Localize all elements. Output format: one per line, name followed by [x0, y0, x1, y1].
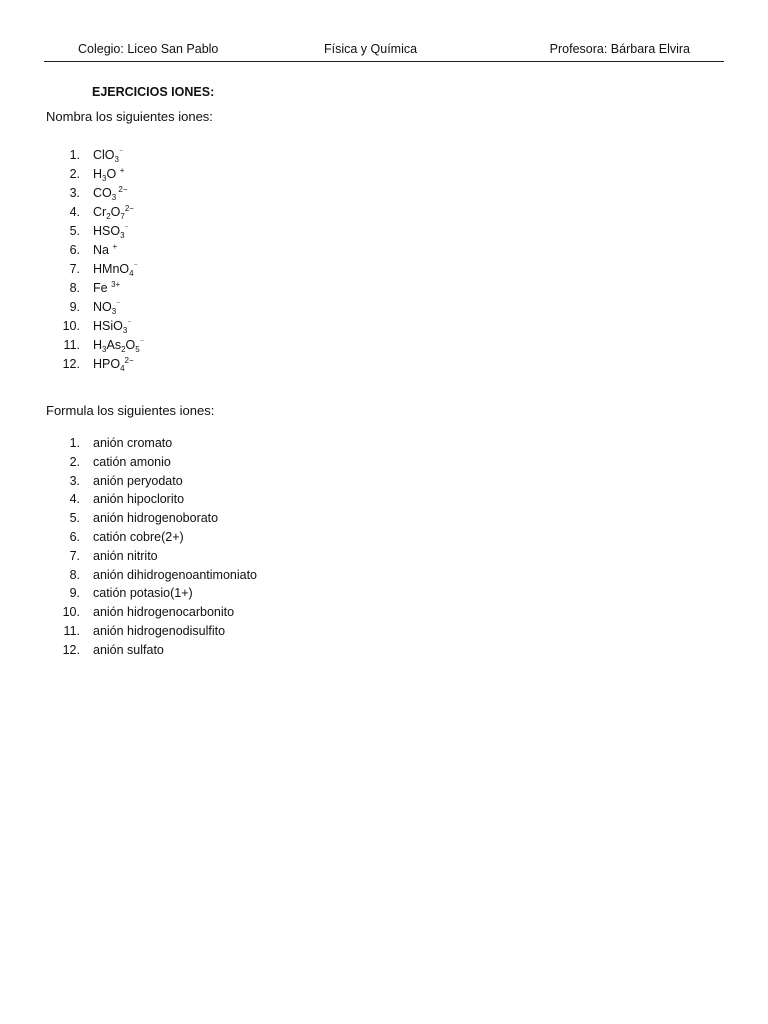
item-number: 2.: [69, 167, 80, 181]
formula-subscript: 3: [102, 345, 107, 354]
formula-symbol: HPO: [93, 357, 121, 371]
item-number: 4.: [69, 205, 80, 219]
ion-formula: [93, 223, 129, 240]
item-number: 5.: [69, 511, 80, 526]
ion-name: anión hipoclorito: [93, 492, 185, 507]
ion-formula: [93, 280, 120, 297]
ion-formula: [93, 337, 144, 354]
item-number: 8.: [69, 567, 80, 582]
item-number: 12.: [62, 642, 80, 657]
formula-symbol: CO: [93, 186, 112, 200]
item-number: 7.: [69, 262, 80, 276]
formula-charge: +: [119, 166, 125, 175]
formula-charge: ⁻: [139, 337, 144, 346]
page-header: [44, 42, 724, 62]
formula-charge: ⁻: [133, 261, 138, 270]
ion-formula: [93, 242, 117, 259]
ion-formula: [93, 299, 120, 316]
ion-name: anión sulfato: [93, 642, 164, 657]
formula-charge: 2−: [124, 204, 134, 213]
item-number: 3.: [69, 186, 80, 200]
formula-subscript: 5: [135, 345, 140, 354]
item-number: 7.: [69, 548, 80, 563]
formula-symbol: Na: [93, 243, 113, 257]
item-number: 5.: [69, 224, 80, 238]
formula-subscript: 3: [122, 326, 128, 335]
ion-name: catión potasio(1+): [93, 586, 193, 601]
item-number: 11.: [63, 623, 80, 638]
ion-name: anión peryodato: [93, 473, 183, 488]
ion-name: catión cobre(2+): [93, 529, 184, 544]
formula-charge: ⁻: [127, 318, 132, 327]
ion-name: anión hidrogenocarbonito: [93, 605, 235, 620]
formula-charge: +: [112, 242, 118, 251]
formula-subscript: 3: [120, 231, 125, 240]
ion-formula: [93, 166, 124, 183]
formula-symbol: HSiO: [93, 319, 123, 333]
formula-symbol: O: [110, 205, 121, 219]
ion-formula: [93, 185, 128, 202]
formula-subscript: 7: [120, 212, 125, 221]
formula-subscript: 3: [114, 155, 119, 164]
formula-symbol: Fe: [93, 281, 112, 295]
formula-symbol: O: [125, 338, 136, 352]
ion-formula: [93, 356, 134, 373]
ion-name: anión dihidrogenoantimoniato: [93, 567, 258, 582]
formula-charge: ⁻: [116, 299, 121, 308]
ion-formula: [93, 261, 138, 278]
item-number: 12.: [62, 357, 80, 371]
ion-formula: [93, 204, 134, 221]
item-number: 6.: [69, 243, 80, 257]
item-number: 10.: [62, 605, 80, 620]
formula-symbol: H: [93, 167, 103, 181]
header-subject: Física y Química: [324, 42, 418, 56]
formula-charge: 3+: [111, 280, 121, 289]
formula-subscript: 3: [111, 307, 117, 316]
formula-subscript: 4: [120, 364, 125, 373]
ion-name: anión hidrogenodisulfito: [93, 623, 226, 638]
formula-subscript: 3: [111, 193, 117, 202]
section2-instruction: Formula los siguientes iones:: [46, 403, 215, 418]
item-number: 4.: [69, 492, 80, 507]
formula-symbol: H: [93, 338, 103, 352]
formula-subscript: 4: [129, 269, 134, 278]
formula-symbol: ClO: [93, 148, 115, 162]
formula-charge: 2−: [124, 356, 134, 365]
formula-symbol: HMnO: [93, 262, 130, 276]
formula-symbol: O: [106, 167, 120, 181]
page-title: EJERCICIOS IONES:: [92, 85, 215, 99]
header-school: Colegio: Liceo San Pablo: [78, 42, 219, 56]
formula-charge: ⁻: [118, 147, 124, 156]
formula-subscript: 3: [102, 174, 107, 183]
ion-formula: [93, 147, 123, 164]
item-number: 3.: [69, 473, 80, 488]
formula-symbol: NO: [93, 300, 112, 314]
formula-subscript: 2: [121, 345, 126, 354]
item-number: 6.: [69, 529, 80, 544]
item-number: 9.: [69, 586, 80, 601]
item-number: 8.: [69, 281, 80, 295]
ion-name: anión nitrito: [93, 548, 158, 563]
formula-charge: ⁻: [124, 223, 129, 232]
formula-symbol: HSO: [93, 224, 121, 238]
formula-symbol: As: [106, 338, 122, 352]
ion-name: catión amonio: [93, 454, 171, 469]
formula-subscript: 2: [106, 212, 111, 221]
formula-symbol: Cr: [93, 205, 107, 219]
item-number: 10.: [62, 319, 80, 333]
ion-name: anión hidrogenoborato: [93, 511, 219, 526]
ion-name: anión cromato: [93, 436, 173, 450]
item-number: 11.: [63, 338, 80, 352]
formula-charge: 2−: [116, 185, 128, 194]
section1-instruction: Nombra los siguientes iones:: [46, 109, 213, 124]
item-number: 9.: [69, 300, 80, 314]
item-number: 1.: [69, 148, 80, 162]
item-number: 2.: [69, 454, 80, 469]
ion-formula: [93, 318, 132, 335]
item-number: 1.: [69, 436, 80, 450]
header-teacher: Profesora: Bárbara Elvira: [549, 42, 690, 56]
